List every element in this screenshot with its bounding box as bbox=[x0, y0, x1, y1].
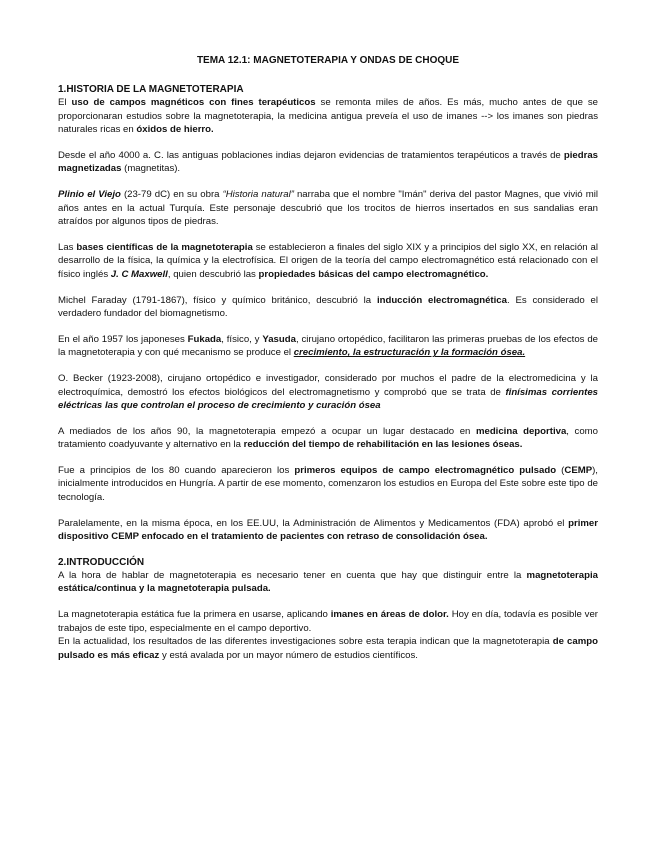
paragraph: O. Becker (1923-2008), cirujano ortopédico e investigador, considerado por muchos el padre de la electromedicina y la electroquímica, demostró los efectos biológicos del electromagnetismo y comprobó que se trata de finísimas corrientes eléctricas las que controlan el proceso de crecimiento y curación ósea bbox=[58, 372, 598, 412]
paragraph: Paralelamente, en la misma época, en los EE.UU, la Administración de Alimentos y Medicamentos (FDA) aprobó el primer dispositivo CEMP enfocado en el tratamiento de pacientes con retraso de consolidación ósea. bbox=[58, 517, 598, 543]
paragraph: El uso de campos magnéticos con fines terapéuticos se remonta miles de años. Es más, mucho antes de que se proporcionaran estudios sobre la magnetoterapia, la medicina antigua preveía el uso de imanes --> los imanes son piedras naturales ricas en óxidos de hierro. bbox=[58, 97, 599, 136]
paragraph: A mediados de los años 90, la magnetoterapia empezó a ocupar un lugar destacado en medicina deportiva, como tratamiento coadyuvante y alternativo en la reducción del tiempo de rehabilitación en las lesiones óseas. bbox=[58, 425, 598, 451]
section-heading-introduction: 2.INTRODUCCIÓN bbox=[58, 556, 145, 568]
paragraph: A la hora de hablar de magnetoterapia es necesario tener en cuenta que hay que distinguir entre la magnetoterapia estática/continua y la magnetoterapia pulsada. bbox=[58, 569, 598, 595]
document-page bbox=[58, 54, 598, 674]
paragraph: En el año 1957 los japoneses Fukada, físico, y Yasuda, cirujano ortopédico, facilitaron las primeras pruebas de los efectos de la magnetoterapia y con qué mecanismo se produce el crecimiento, la estructuración y la formación ósea. bbox=[58, 333, 599, 359]
paragraph: La magnetoterapia estática fue la primera en usarse, aplicando imanes en áreas de dolor. Hoy en día, todavía es posible ver trabajos de este tipo, especialmente en el campo deportivo. bbox=[58, 609, 598, 634]
paragraph: En la actualidad, los resultados de las diferentes investigaciones sobre esta terapia indican que la magnetoterapia de campo pulsado es más eficaz y está avalada por un mayor número de estudios científicos. bbox=[58, 636, 598, 661]
document-title: TEMA 12.1: MAGNETOTERAPIA Y ONDAS DE CHOQUE bbox=[196, 55, 460, 66]
section-heading-history: 1.HISTORIA DE LA MAGNETOTERAPIA bbox=[58, 84, 244, 95]
paragraph: Fue a principios de los 80 cuando aparecieron los primeros equipos de campo electromagnético pulsado (CEMP), inicialmente introducidos en Hungría. A partir de ese momento, comenzaron los estudios en Europa del Este sobre este tipo de tecnología. bbox=[58, 464, 598, 504]
paragraph: Las bases científicas de la magnetoterapia se establecieron a finales del siglo XIX y a principios del siglo XX, en relación al desarrollo de la física, la química y la electrofísica. El origen de la teoría del campo electromagnético está relacionado con el físico inglés J. C Maxwell, quien descubrió las propiedades básicas del campo electromagnético. bbox=[58, 241, 598, 280]
paragraph: Desde el año 4000 a. C. las antiguas poblaciones indias dejaron evidencias de tratamientos terapéuticos a través de piedras magnetizadas (magnetitas). bbox=[58, 149, 598, 175]
paragraph: Michel Faraday (1791-1867), físico y químico británico, descubrió la inducción electromagnética. Es considerado el verdadero fundador del biomagnetismo. bbox=[58, 294, 598, 320]
paragraph: Plinio el Viejo (23-79 dC) en su obra “Historia natural” narraba que el nombre "Imán" deriva del pastor Magnes, que vivió mil años antes en la actual Turquía. Este personaje descubrió que los trocitos de hierros insertados en sus sandalias eran atraídos por algunos tipos de piedras. bbox=[58, 188, 598, 228]
